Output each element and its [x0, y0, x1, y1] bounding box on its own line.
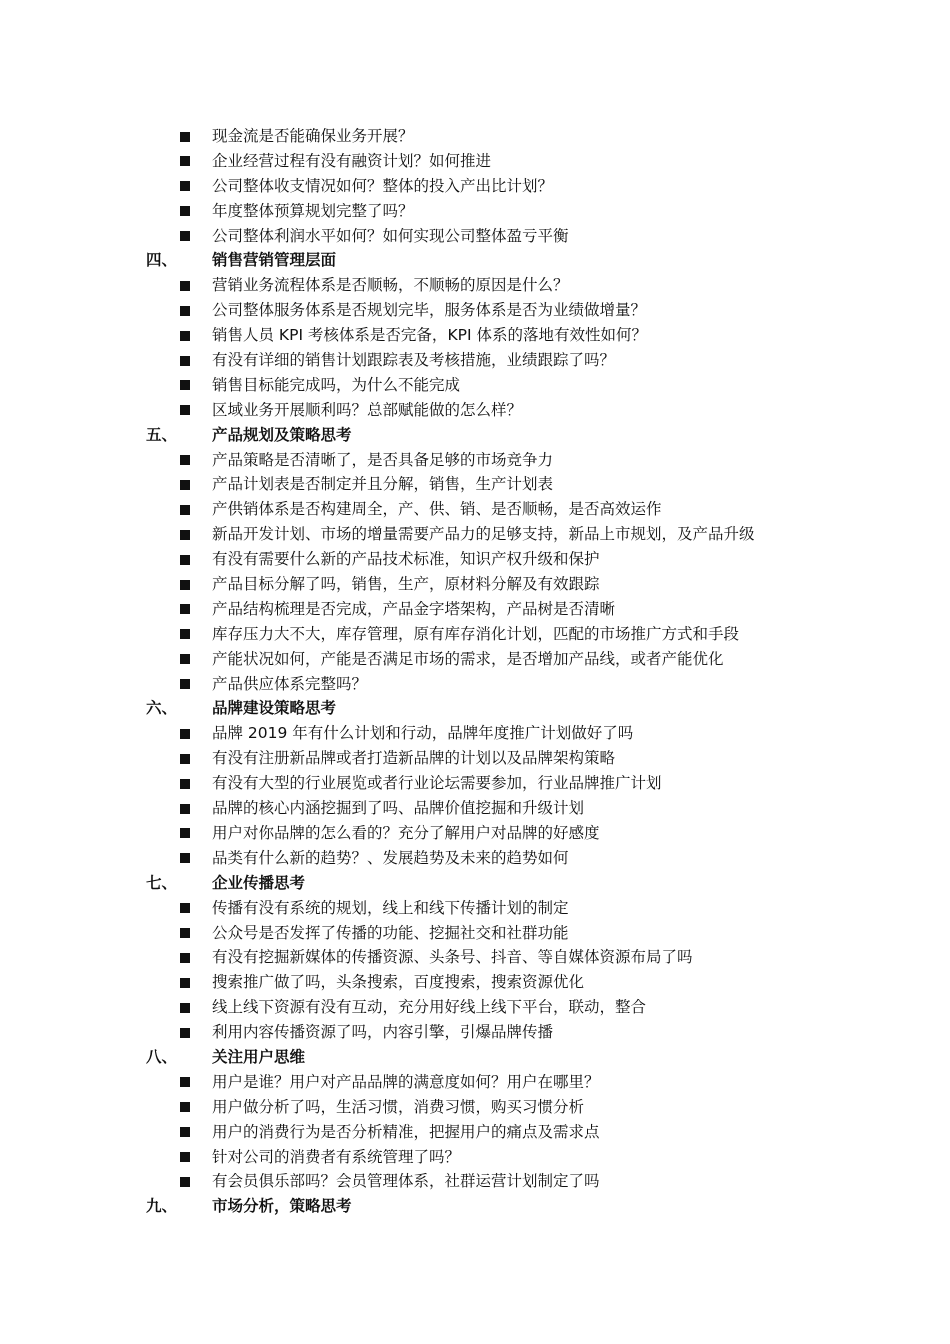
- section-heading-9: [0, 1194, 950, 1219]
- list-item: 线上线下资源有没有互动，充分用好线上线下平台，联动，整合: [0, 995, 950, 1020]
- bullet-icon: [180, 149, 192, 174]
- list-item: 传播有没有系统的规划，线上和线下传播计划的制定: [0, 896, 950, 921]
- list-item: 产能状况如何，产能是否满足市场的需求，是否增加产品线，或者产能优化: [0, 647, 950, 672]
- bullet-icon: [180, 746, 192, 771]
- bullet-icon: [180, 846, 192, 871]
- list-item: 有没有注册新品牌或者打造新品牌的计划以及品牌架构策略: [0, 746, 950, 771]
- bullet-icon: [180, 124, 192, 149]
- bullet-icon: [180, 398, 192, 423]
- bullet-icon: [180, 921, 192, 946]
- list-item: 产品计划表是否制定并且分解，销售，生产计划表: [0, 472, 950, 497]
- bullet-icon: [180, 174, 192, 199]
- list-item: 搜索推广做了吗，头条搜索，百度搜索，搜索资源优化: [0, 970, 950, 995]
- bullet-icon: [180, 1070, 192, 1095]
- section-heading-4: [0, 248, 950, 273]
- section-title: 品牌建设策略思考: [212, 699, 337, 718]
- list-item: 针对公司的消费者有系统管理了吗？: [0, 1145, 950, 1170]
- bullet-icon: [180, 199, 192, 224]
- bullet-icon: [180, 298, 192, 323]
- document-page: [0, 124, 950, 1219]
- section-number: 六、: [146, 699, 178, 718]
- section-number: 九、: [146, 1197, 178, 1216]
- section-title: 产品规划及策略思考: [212, 425, 352, 444]
- bullet-icon: [180, 771, 192, 796]
- section-number: 五、: [146, 425, 178, 444]
- list-item: 有没有需要什么新的产品技术标准，知识产权升级和保护: [0, 547, 950, 572]
- list-item: 产供销体系是否构建周全，产、供、销、是否顺畅，是否高效运作: [0, 497, 950, 522]
- bullet-icon: [180, 796, 192, 821]
- bullet-icon: [180, 995, 192, 1020]
- list-item: 品类有什么新的趋势？、发展趋势及未来的趋势如何: [0, 846, 950, 871]
- bullet-icon: [180, 1020, 192, 1045]
- list-item: 产品结构梳理是否完成，产品金字塔架构，产品树是否清晰: [0, 597, 950, 622]
- list-item: 企业经营过程有没有融资计划？如何推进: [0, 149, 950, 174]
- list-item: 新品开发计划、市场的增量需要产品力的足够支持，新品上市规划，及产品升级: [0, 522, 950, 547]
- list-item: 品牌的核心内涵挖掘到了吗、品牌价值挖掘和升级计划: [0, 796, 950, 821]
- list-item: 有没有大型的行业展览或者行业论坛需要参加，行业品牌推广计划: [0, 771, 950, 796]
- list-item: 产品供应体系完整吗？: [0, 672, 950, 697]
- list-item: 有会员俱乐部吗？会员管理体系，社群运营计划制定了吗: [0, 1169, 950, 1194]
- bullet-icon: [180, 970, 192, 995]
- list-item: 销售目标能完成吗，为什么不能完成: [0, 373, 950, 398]
- bullet-icon: [180, 597, 192, 622]
- bullet-icon: [180, 1120, 192, 1145]
- list-item: 产品策略是否清晰了，是否具备足够的市场竞争力: [0, 448, 950, 473]
- list-item: 利用内容传播资源了吗，内容引擎，引爆品牌传播: [0, 1020, 950, 1045]
- list-item: 销售人员 KPI 考核体系是否完备，KPI 体系的落地有效性如何？: [0, 323, 950, 348]
- section-title: 市场分析，策略思考: [212, 1197, 352, 1216]
- section-heading-7: [0, 871, 950, 896]
- list-item: 用户的消费行为是否分析精准，把握用户的痛点及需求点: [0, 1120, 950, 1145]
- bullet-icon: [180, 472, 192, 497]
- section-number: 七、: [146, 873, 178, 892]
- bullet-icon: [180, 1095, 192, 1120]
- bullet-icon: [180, 497, 192, 522]
- list-item: 营销业务流程体系是否顺畅，不顺畅的原因是什么？: [0, 273, 950, 298]
- list-item: 产品目标分解了吗，销售，生产，原材料分解及有效跟踪: [0, 572, 950, 597]
- list-item: 公众号是否发挥了传播的功能、挖掘社交和社群功能: [0, 921, 950, 946]
- list-item: 公司整体收支情况如何？整体的投入产出比计划？: [0, 174, 950, 199]
- list-item: 有没有详细的销售计划跟踪表及考核措施，业绩跟踪了吗？: [0, 348, 950, 373]
- bullet-icon: [180, 323, 192, 348]
- bullet-icon: [180, 522, 192, 547]
- section-title: 企业传播思考: [212, 873, 306, 892]
- section-heading-6: [0, 696, 950, 721]
- bullet-icon: [180, 945, 192, 970]
- section-title: 销售营销管理层面: [212, 251, 337, 270]
- bullet-icon: [180, 448, 192, 473]
- bullet-icon: [180, 273, 192, 298]
- list-item: 年度整体预算规划完整了吗？: [0, 199, 950, 224]
- list-item: 库存压力大不大，库存管理，原有库存消化计划，匹配的市场推广方式和手段: [0, 622, 950, 647]
- bullet-icon: [180, 721, 192, 746]
- list-item: 区域业务开展顺利吗？总部赋能做的怎么样？: [0, 398, 950, 423]
- list-item: 现金流是否能确保业务开展？: [0, 124, 950, 149]
- bullet-icon: [180, 572, 192, 597]
- list-item: 品牌 2019 年有什么计划和行动，品牌年度推广计划做好了吗: [0, 721, 950, 746]
- section-heading-5: [0, 423, 950, 448]
- list-item: 有没有挖掘新媒体的传播资源、头条号、抖音、等自媒体资源布局了吗: [0, 945, 950, 970]
- bullet-icon: [180, 1169, 192, 1194]
- section-title: 关注用户思维: [212, 1047, 306, 1066]
- bullet-icon: [180, 821, 192, 846]
- bullet-icon: [180, 896, 192, 921]
- list-item: 用户做分析了吗，生活习惯，消费习惯，购买习惯分析: [0, 1095, 950, 1120]
- bullet-icon: [180, 622, 192, 647]
- bullet-icon: [180, 547, 192, 572]
- list-item: 公司整体服务体系是否规划完毕，服务体系是否为业绩做增量？: [0, 298, 950, 323]
- list-item: 用户对你品牌的怎么看的？充分了解用户对品牌的好感度: [0, 821, 950, 846]
- bullet-icon: [180, 224, 192, 249]
- list-item: 公司整体利润水平如何？如何实现公司整体盈亏平衡: [0, 224, 950, 249]
- section-heading-8: [0, 1045, 950, 1070]
- section-number: 八、: [146, 1047, 178, 1066]
- bullet-icon: [180, 373, 192, 398]
- list-item: 用户是谁？用户对产品品牌的满意度如何？用户在哪里？: [0, 1070, 950, 1095]
- bullet-icon: [180, 1145, 192, 1170]
- bullet-icon: [180, 647, 192, 672]
- bullet-icon: [180, 348, 192, 373]
- bullet-icon: [180, 672, 192, 697]
- section-number: 四、: [146, 251, 178, 270]
